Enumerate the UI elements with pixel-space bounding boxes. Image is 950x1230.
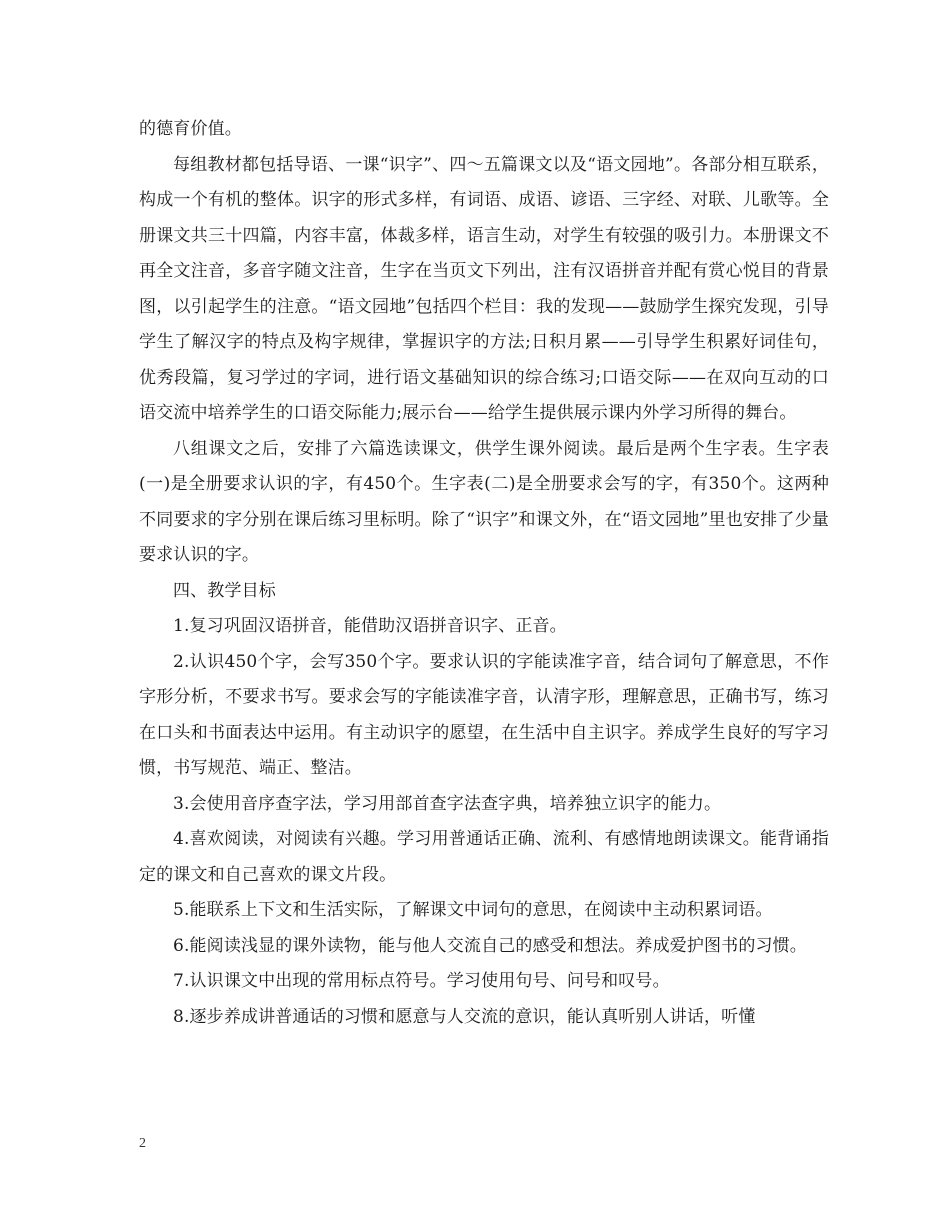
goal-item-5: 5.能联系上下文和生活实际，了解课文中词句的意思，在阅读中主动积累词语。 bbox=[173, 900, 773, 920]
paragraph-reading-and-character-tables: 八组课文之后，安排了六篇选读课文，供学生课外阅读。最后是两个生字表。生字表(一)是全册要求认识的字，有450个。生字表(二)是全册要求会写的字，有350个。这两种不同要求的字分别在课后练习里标明。除了“识字”和课文外，在“语文园地”里也安排了少量要求认识的字。 bbox=[139, 438, 829, 565]
goal-item-2: 2.认识450个字，会写350个字。要求认识的字能读准字音，结合词句了解意思，不作字形分析，不要求书写。要求会写的字能读准字音，认清字形，理解意思，正确书写，练习在口头和书面表达中运用。有主动识字的愿望，在生活中自主识字。养成学生良好的写字习惯，书写规范、端正、整洁。 bbox=[139, 651, 829, 778]
document-body bbox=[139, 112, 829, 1035]
paragraph-continuation: 的德育价值。 bbox=[139, 119, 242, 139]
page-number: 2 bbox=[139, 1136, 146, 1151]
goal-item-1: 1.复习巩固汉语拼音，能借助汉语拼音识字、正音。 bbox=[173, 616, 567, 636]
goal-item-7: 7.认识课文中出现的常用标点符号。学习使用句号、问号和叹号。 bbox=[173, 971, 670, 991]
goal-item-8: 8.逐步养成讲普通话的习惯和愿意与人交流的意识，能认真听别人讲话，听懂 bbox=[173, 1006, 756, 1027]
goal-item-6: 6.能阅读浅显的课外读物，能与他人交流自己的感受和想法。养成爱护图书的习惯。 bbox=[173, 935, 807, 956]
goal-item-3: 3.会使用音序查字法，学习用部首查字法查字典，培养独立识字的能力。 bbox=[173, 793, 722, 814]
paragraph-textbook-structure: 每组教材都包括导语、一课“识字”、四～五篇课文以及“语文园地”。各部分相互联系，构成一个有机的整体。识字的形式多样，有词语、成语、谚语、三字经、对联、儿歌等。全册课文共三十四篇，内容丰富，体裁多样，语言生动，对学生有较强的吸引力。本册课文不再全文注音，多音字随文注音，生字在当页文下列出，注有汉语拼音并配有赏心悦目的背景图，以引起学生的注意。“语文园地”包括四个栏目：我的发现——鼓励学生探究发现，引导学生了解汉字的特点及构字规律，掌握识字的方法;日积月累——引导学生积累好词佳句，优秀段篇，复习学过的字词，进行语文基础知识的综合练习;口语交际——在双向互动的口语交流中培养学生的口语交际能力;展示台——给学生提供展示课内外学习所得的舞台。 bbox=[139, 154, 829, 423]
goal-item-4: 4.喜欢阅读，对阅读有兴趣。学习用普通话正确、流利、有感情地朗读课文。能背诵指定的课文和自己喜欢的课文片段。 bbox=[139, 829, 829, 885]
section-heading-teaching-goals: 四、教学目标 bbox=[173, 580, 276, 601]
